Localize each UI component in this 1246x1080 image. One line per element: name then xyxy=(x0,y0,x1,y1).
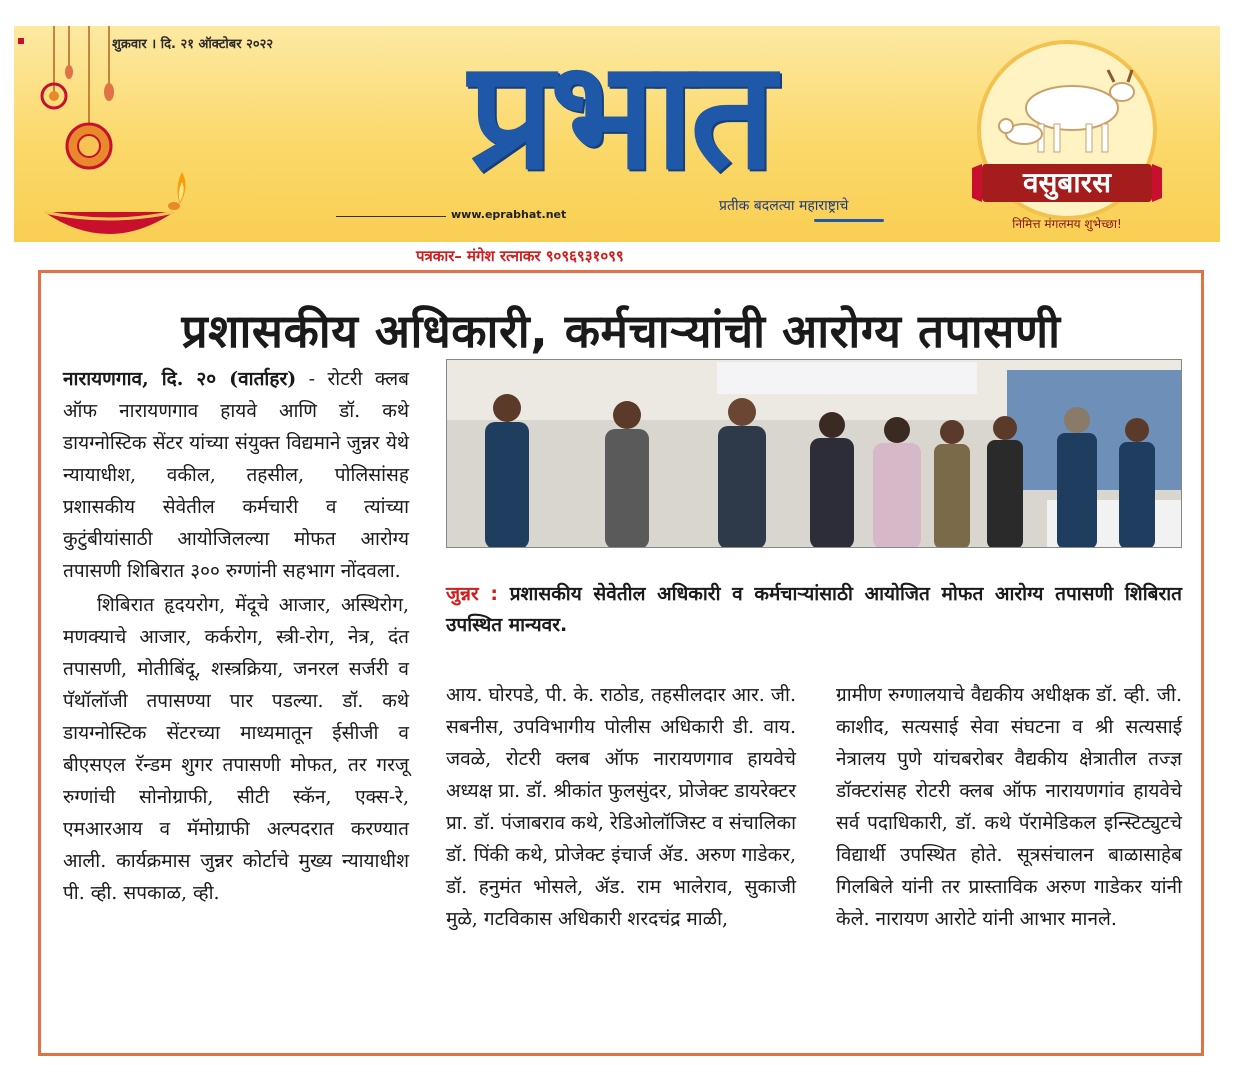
issue-date: शुक्रवार । दि. २१ ऑक्टोबर २०२२ xyxy=(112,37,274,52)
photo-caption xyxy=(446,579,1182,641)
caption-text: प्रशासकीय सेवेतील अधिकारी व कर्मचाऱ्यांसाठी आयोजित मोफत आरोग्य तपासणी शिबिरात उपस्थित मान्यवर. xyxy=(446,583,1182,636)
article-column-3: ग्रामीण रुग्णालयाचे वैद्यकीय अधीक्षक डॉ. व्ही. जी. काशीद, सत्यसाई सेवा संघटना व श्री सत्यसाई नेत्रालय पुणे यांचबरोबर वैद्यकीय क्षेत्रातील तज्ज्ञ डॉक्टरांसह रोटरी क्लब ऑफ नारायणगांव हायवेचे सर्व पदाधिकारी, डॉ. कथे पॅरामेडिकल इन्स्टिट्युटचे विद्यार्थी उपस्थित होते. सूत्रसंचालन बाळासाहेब गिलबिले यांनी तर प्रास्ताविक अरुण गाडेकर यांनी केले. नारायण आरोटे यांनी आभार मानले. xyxy=(836,684,1182,930)
reporter-credit: पत्रकार– मंगेश रत्नाकर ९०९६९३१०९९ xyxy=(416,247,624,265)
diya-lamp-decoration-icon xyxy=(14,26,194,242)
newspaper-logo: प्रभात xyxy=(468,27,772,203)
masthead xyxy=(14,26,1220,242)
tagline: प्रतीक बदलत्या महाराष्ट्राचे xyxy=(719,198,849,214)
article-dateline: नारायणगाव, दि. २० (वार्ताहर) xyxy=(63,368,297,390)
article-headline: प्रशासकीय अधिकारी, कर्मचाऱ्यांची आरोग्य तपासणी xyxy=(181,304,1061,358)
festival-greeting: निमित्त मंगलमय शुभेच्छा! xyxy=(1012,217,1122,231)
column-1-paragraph-1: - रोटरी क्लब ऑफ नारायणगाव हायवे आणि डॉ. कथे डायग्नोस्टिक सेंटर यांच्या संयुक्त विद्यमाने जुन्नर येथे न्यायाधीश, वकील, तहसील, पोलिसांसह प्रशासकीय सेवेतील कर्मचारी व त्यांच्या कुटुंबीयांसाठी आयोजिलल्या मोफत आरोग्य तपासणी शिबिरात ३०० रुग्णांनी सहभाग नोंदवला. xyxy=(63,368,409,582)
website-url[interactable]: www.eprabhat.net xyxy=(451,208,567,221)
festival-title: वसुबारस xyxy=(1022,166,1112,199)
column-1-paragraph-2: शिबिरात हृदयरोग, मेंदूचे आजार, अस्थिरोग, मणक्याचे आजार, कर्करोग, स्त्री-रोग, नेत्र, दंत तपासणी, मोतीबिंदू, शस्त्रक्रिया, जनरल सर्जरी व पॅथॉलॉजी तपासण्या पार पडल्या. डॉ. कथे डायग्नोस्टिक सेंटरच्या माध्यमातून ईसीजी व बीएसएल रॅन्डम शुगर तपासणी मोफत, तर गरजू रुग्णांची सोनोग्राफी, सीटी स्कॅन, एक्स-रे, एमआरआय व मॅमोग्राफी अल्पदरात करण्यात आली. कार्यक्रमास जुन्नर कोर्टाचे मुख्य न्यायाधीश पी. व्ही. सपकाळ, व्ही. xyxy=(63,594,409,904)
caption-place: जुन्नर : xyxy=(446,583,498,605)
cow-calf-festival-icon xyxy=(962,30,1172,240)
group-photo-image xyxy=(447,360,1182,548)
event-photo xyxy=(446,359,1182,548)
news-article xyxy=(38,270,1204,1056)
masthead-rule xyxy=(336,216,446,217)
article-column-1 xyxy=(63,363,409,909)
article-column-2: आय. घोरपडे, पी. के. राठोड, तहसीलदार आर. जी. सबनीस, उपविभागीय पोलीस अधिकारी डी. वाय. जवळे, रोटरी क्लब ऑफ नारायणगाव हायवेचे अध्यक्ष प्रा. डॉ. श्रीकांत फुलसुंदर, प्रोजेक्ट डायरेक्टर प्रा. डॉ. पंजाबराव कथे, रेडिओलॉजिस्ट व संचालिका डॉ. पिंकी कथे, प्रोजेक्ट इंचार्ज ॲड. अरुण गाडेकर, डॉ. हनुमंत भोसले, ॲड. राम भालेराव, सुकाजी मुळे, गटविकास अधिकारी शरदचंद्र माळी, xyxy=(446,684,796,930)
tagline-swoosh xyxy=(814,219,884,222)
